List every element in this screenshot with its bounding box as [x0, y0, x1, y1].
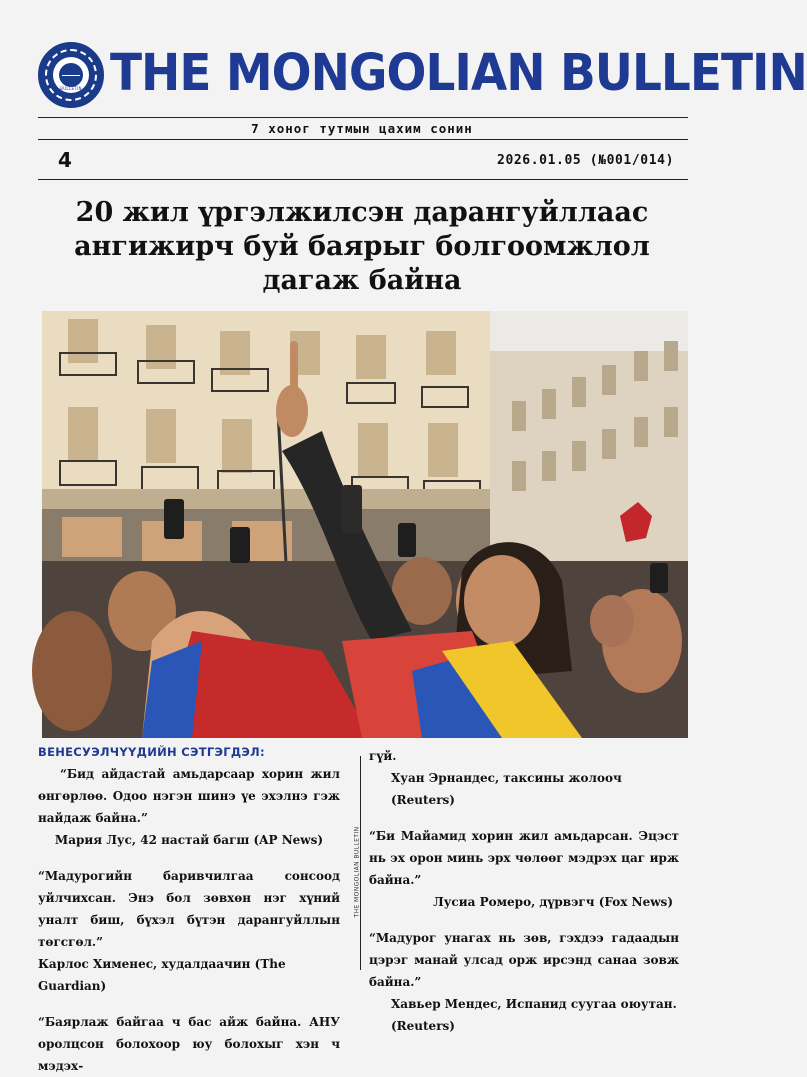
issue-date: 2026.01.05 (№001/014) [497, 153, 674, 168]
quote-text: “Би Майамид хорин жил амьдарсан. Эцэст нь эх орон минь эрх чөлөөг мэдрэх цаг ирж байна.” [369, 829, 679, 887]
spacer [38, 851, 340, 865]
tagline-rule [38, 139, 688, 140]
quote-attribution: Мария Лус, 42 настай багш (AP News) [54, 833, 324, 847]
masthead [38, 40, 807, 112]
globe-icon [59, 63, 83, 87]
quote-text: “Баярлаж байгаа ч бас айж байна. АНУ оролцсон болохоор юу болохыг хэн ч мэдэх- [38, 1015, 340, 1073]
article-left-column [38, 745, 340, 1077]
quote-text: “Бид айдастай амьдарсаар хорин жил өнгөрлөө. Одоо нэгэн шинэ үе эхэлнэ гэж найдаж байна.” [38, 767, 340, 825]
section-title: ВЕНЕСУЭЛЧҮҮДИЙН СЭТГЭГДЭЛ: [38, 745, 265, 759]
tagline: 7 хоног тутмын цахим сонин [251, 121, 473, 136]
spacer [369, 811, 679, 825]
spacer [369, 913, 679, 927]
side-label: THE MONGOLIAN BULLETIN [353, 826, 361, 918]
article-right-column [369, 745, 679, 1037]
bulletin-seal-logo [38, 42, 104, 108]
quote-text: гүй. [369, 749, 397, 763]
quote-attribution: Лусиа Ромеро, дүрвэгч (Fox News) [433, 895, 673, 909]
page-number: 4 [58, 148, 72, 172]
quote-text: “Мадурог унагах нь зөв, гэхдээ гадаадын цэрэг манай улсад орж ирсэнд санаа зовж байна.” [369, 931, 679, 989]
seal-text: BULLETIN [60, 86, 82, 91]
top-rule [38, 117, 688, 118]
newspaper-title: THE MONGOLIAN BULLETIN [110, 43, 807, 104]
headline: 20 жил үргэлжилсэн дарангуйллаас ангижирч буй баярыг болгоомжлол дагаж байна [74, 197, 650, 296]
issue-rule [38, 179, 688, 180]
quote-attribution: Хуан Эрнандес, таксины жолооч (Reuters) [391, 771, 622, 807]
quote-attribution: Карлос Хименес, худалдаачин (The Guardian) [38, 957, 286, 993]
quote-attribution: Хавьер Мендес, Испанид суугаа оюутан. (Reuters) [391, 997, 677, 1033]
spacer [38, 997, 340, 1011]
crowd-celebration-photo [42, 311, 688, 738]
quote-text: “Мадурогийн баривчилгаа сонсоод уйлчихсан. Энэ бол зөвхөн нэг хүний уналт биш, бүхэл бүтэн дарангуйллын төгсгөл.” [38, 869, 340, 949]
